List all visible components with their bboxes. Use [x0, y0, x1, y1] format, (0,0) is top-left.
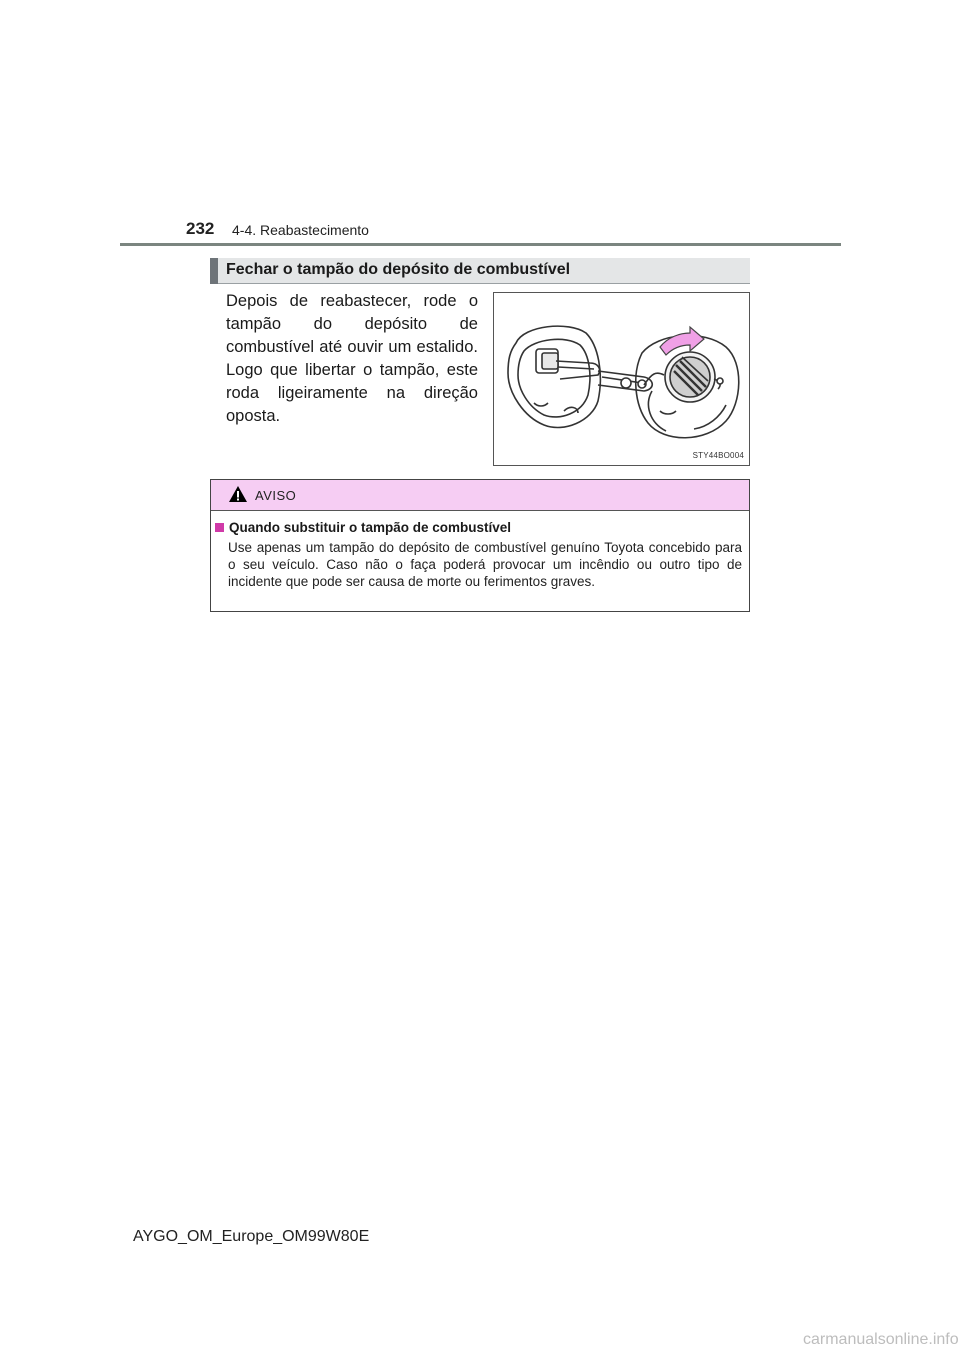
- page-number: 232: [186, 219, 215, 238]
- warning-header: [211, 480, 749, 511]
- square-bullet-icon: [215, 523, 224, 532]
- heading-accent-bar: [210, 258, 218, 284]
- warning-title: AVISO: [255, 488, 297, 503]
- warning-text: Use apenas um tampão do depósito de combustível genuíno Toyota concebido para o seu veículo. Caso não o faça poderá provocar um incêndio ou outro tipo de incidente que pode ser causa de morte ou ferimentos graves.: [228, 540, 742, 589]
- footer-code: AYGO_OM_Europe_OM99W80E: [133, 1228, 370, 1245]
- figure-code: STY44BO004: [692, 451, 744, 460]
- warning-box: [210, 479, 750, 612]
- section-heading-title: Fechar o tampão do depósito de combustível: [226, 261, 571, 278]
- watermark: carmanualsonline.info: [803, 1331, 959, 1348]
- warning-subtitle: Quando substituir o tampão de combustível: [229, 520, 512, 535]
- header-rule: [120, 243, 841, 246]
- fuel-cap-figure: [493, 292, 750, 466]
- section-label: 4-4. Reabastecimento: [232, 222, 369, 238]
- rotation-arrow: [660, 327, 704, 355]
- body-paragraph: Depois de reabastecer, rode o tampão do depósito de combustível até ouvir um estalido. Logo que libertar o tampão, este roda ligeiramente na direção oposta.: [226, 292, 478, 425]
- section-heading: [210, 258, 750, 284]
- warning-triangle-icon: [228, 485, 248, 503]
- fuel-cap-illustration-icon: [494, 293, 751, 467]
